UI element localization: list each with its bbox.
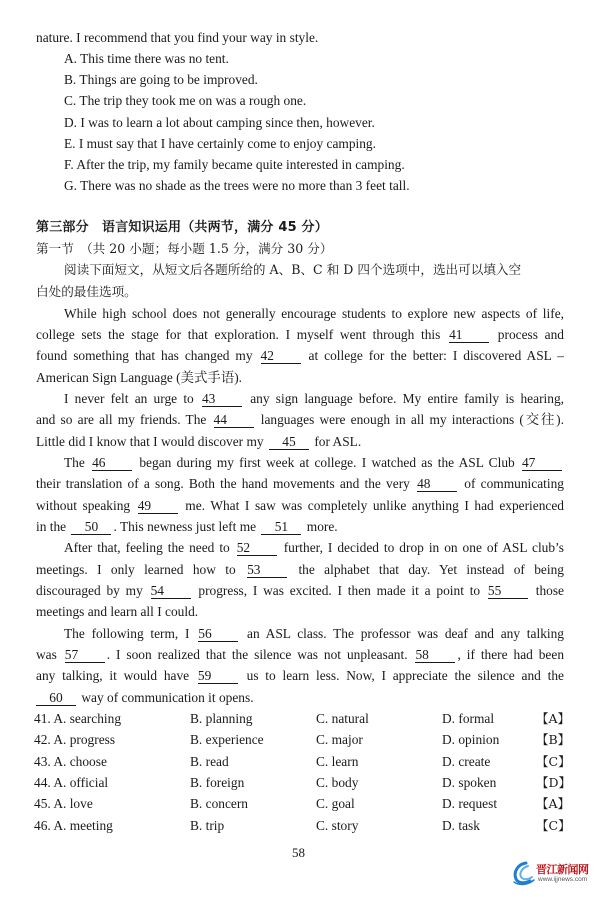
- p3-line-3: [36, 495, 564, 516]
- text: at college for the better: I discovered ASL –: [308, 348, 564, 363]
- watermark-url: www.ijjnews.com: [538, 876, 588, 883]
- option-c-text: C. major: [316, 732, 363, 747]
- option-b-text: B. foreign: [190, 775, 245, 790]
- p3-line-1: [64, 452, 564, 473]
- option-b-text: B. planning: [190, 711, 253, 726]
- text: . This newness just left me: [113, 519, 257, 534]
- p4-line-1: [64, 537, 564, 558]
- instruction-line-2: 白处的最佳选项。: [36, 284, 137, 299]
- option-a: A. This time there was no tent.: [64, 51, 229, 66]
- blank-51: 51: [261, 519, 301, 535]
- option-e: E. I must say that I have certainly come to enjoy camping.: [64, 136, 376, 151]
- text: began during my first week at college. I watched as the ASL Club: [139, 455, 515, 470]
- text: those: [535, 583, 564, 598]
- option-b-text: B. concern: [190, 796, 249, 811]
- question-row: [0, 815, 600, 836]
- text: without speaking: [36, 498, 131, 513]
- option-a-text: 43. A. choose: [34, 754, 107, 769]
- blank-58: 58: [415, 647, 455, 663]
- option-g: G. There was no shade as the trees were no more than 3 feet tall.: [64, 178, 410, 193]
- p5-line-1: [64, 623, 564, 644]
- blank-55: 55: [488, 583, 528, 599]
- option-a-text: 42. A. progress: [34, 732, 116, 747]
- text: and so are all my friends. The: [36, 412, 207, 427]
- option-a-text: 46. A. meeting: [34, 818, 113, 833]
- option-c: C. The trip they took me on was a rough one.: [64, 93, 307, 108]
- text: I never felt an urge to: [64, 391, 194, 406]
- p1-line-4: American Sign Language (美式手语).: [36, 370, 243, 385]
- text: more.: [306, 519, 338, 534]
- question-row: [0, 772, 600, 793]
- answer-key: 【B】: [536, 732, 571, 747]
- option-d-text: D. opinion: [442, 732, 500, 747]
- text: their translation of a song. Both the hand movements and the very: [36, 476, 410, 491]
- text: way of communication it opens.: [81, 690, 254, 705]
- blank-59: 59: [198, 668, 238, 684]
- p5-line-2: [36, 644, 564, 665]
- option-a-text: 44. A. official: [34, 775, 109, 790]
- p4-line-4: meetings and learn all I could.: [36, 604, 199, 619]
- text: the alphabet that day. Yet instead of being: [298, 562, 564, 577]
- option-b-text: B. read: [190, 754, 229, 769]
- blank-42: 42: [261, 348, 301, 364]
- text: any sign language before. My entire family is hearing,: [250, 391, 564, 406]
- text: further, I decided to drop in on one of ASL club’s: [283, 540, 564, 555]
- blank-57: 57: [65, 647, 105, 663]
- text: progress, I was excited. I then made it a point to: [198, 583, 481, 598]
- text: in the: [36, 519, 67, 534]
- p1-line-1: While high school does not generally encourage students to explore new aspects of life,: [64, 306, 564, 321]
- option-d-text: D. spoken: [442, 775, 497, 790]
- blank-60: 60: [36, 690, 76, 706]
- option-c-text: C. learn: [316, 754, 359, 769]
- p2-line-3: [36, 431, 564, 452]
- p1-line-3: [36, 345, 564, 366]
- instruction-line-1: 阅读下面短文，从短文后各题所给的 A、B、C 和 D 四个选项中，选出可以填入空: [64, 262, 522, 277]
- p3-line-2: [36, 473, 564, 494]
- blank-43: 43: [202, 391, 242, 407]
- answer-key: 【A】: [536, 796, 571, 811]
- blank-56: 56: [198, 626, 238, 642]
- option-b: B. Things are going to be improved.: [64, 72, 258, 87]
- blank-49: 49: [138, 498, 178, 514]
- page-number: 58: [292, 845, 305, 860]
- text: us to learn less. Now, I appreciate the silence and the: [246, 668, 564, 683]
- text: of communicating: [464, 476, 564, 491]
- question-row: [0, 793, 600, 814]
- text: for ASL.: [314, 434, 362, 449]
- option-c-text: C. goal: [316, 796, 355, 811]
- text: college sets the stage for that exploration. I myself went through this: [36, 327, 441, 342]
- option-b-text: B. experience: [190, 732, 264, 747]
- option-d: D. I was to learn a lot about camping since then, however.: [64, 115, 375, 130]
- passage-tail: nature. I recommend that you find your way in style.: [36, 30, 319, 45]
- option-a-text: 45. A. love: [34, 796, 93, 811]
- option-d-text: D. request: [442, 796, 498, 811]
- text: any talking, it would have: [36, 668, 190, 683]
- question-row: [0, 729, 600, 750]
- p2-line-2: [36, 409, 564, 430]
- p5-line-3: [36, 665, 564, 686]
- p4-line-2: [36, 559, 564, 580]
- option-c-text: C. natural: [316, 711, 369, 726]
- text: languages were enough in all my interactions (交往).: [260, 412, 564, 427]
- blank-45: 45: [269, 434, 309, 450]
- blank-46: 46: [92, 455, 132, 471]
- blank-50: 50: [71, 519, 111, 535]
- text: Little did I know that I would discover my: [36, 434, 264, 449]
- option-b-text: B. trip: [190, 818, 225, 833]
- p3-line-4: [36, 516, 564, 537]
- option-c-text: C. story: [316, 818, 359, 833]
- blank-52: 52: [237, 540, 277, 556]
- blank-48: 48: [417, 476, 457, 492]
- answer-key: 【D】: [536, 775, 572, 790]
- text: an ASL class. The professor was deaf and any talking: [247, 626, 565, 641]
- p4-line-3: [36, 580, 564, 601]
- text: discouraged by my: [36, 583, 143, 598]
- option-c-text: C. body: [316, 775, 359, 790]
- answer-key: 【C】: [536, 754, 571, 769]
- blank-53: 53: [247, 562, 287, 578]
- part-title: 第三部分 语言知识运用（共两节，满分 45 分）: [36, 220, 328, 235]
- swirl-logo-icon: [512, 860, 536, 886]
- blank-41: 41: [449, 327, 489, 343]
- option-d-text: D. create: [442, 754, 491, 769]
- text: , if there had been: [457, 647, 565, 662]
- blank-44: 44: [214, 412, 254, 428]
- text: me. What I saw was completely unlike anything I had experienced: [185, 498, 564, 513]
- p5-line-4: [36, 687, 564, 708]
- text: process and: [497, 327, 564, 342]
- text: was: [36, 647, 57, 662]
- p2-line-1: [64, 388, 564, 409]
- option-f: F. After the trip, my family became quite interested in camping.: [64, 157, 405, 172]
- option-d-text: D. formal: [442, 711, 495, 726]
- option-d-text: D. task: [442, 818, 480, 833]
- blank-54: 54: [151, 583, 191, 599]
- answer-key: 【C】: [536, 818, 571, 833]
- question-row: [0, 708, 600, 729]
- text: . I soon realized that the silence was not unpleasant.: [106, 647, 408, 662]
- watermark-logo: [512, 860, 596, 888]
- text: meetings. I only learned how to: [36, 562, 236, 577]
- watermark-name: 晋江新闻网: [536, 863, 589, 876]
- question-row: [0, 751, 600, 772]
- text: The following term, I: [64, 626, 190, 641]
- answer-key: 【A】: [536, 711, 571, 726]
- p1-line-2: [36, 324, 564, 345]
- blank-47: 47: [522, 455, 562, 471]
- text: found something that has changed my: [36, 348, 253, 363]
- text: The: [64, 455, 85, 470]
- section-title: 第一节 （共 20 小题；每小题 1.5 分，满分 30 分）: [36, 241, 333, 256]
- text: After that, feeling the need to: [64, 540, 230, 555]
- option-a-text: 41. A. searching: [34, 711, 122, 726]
